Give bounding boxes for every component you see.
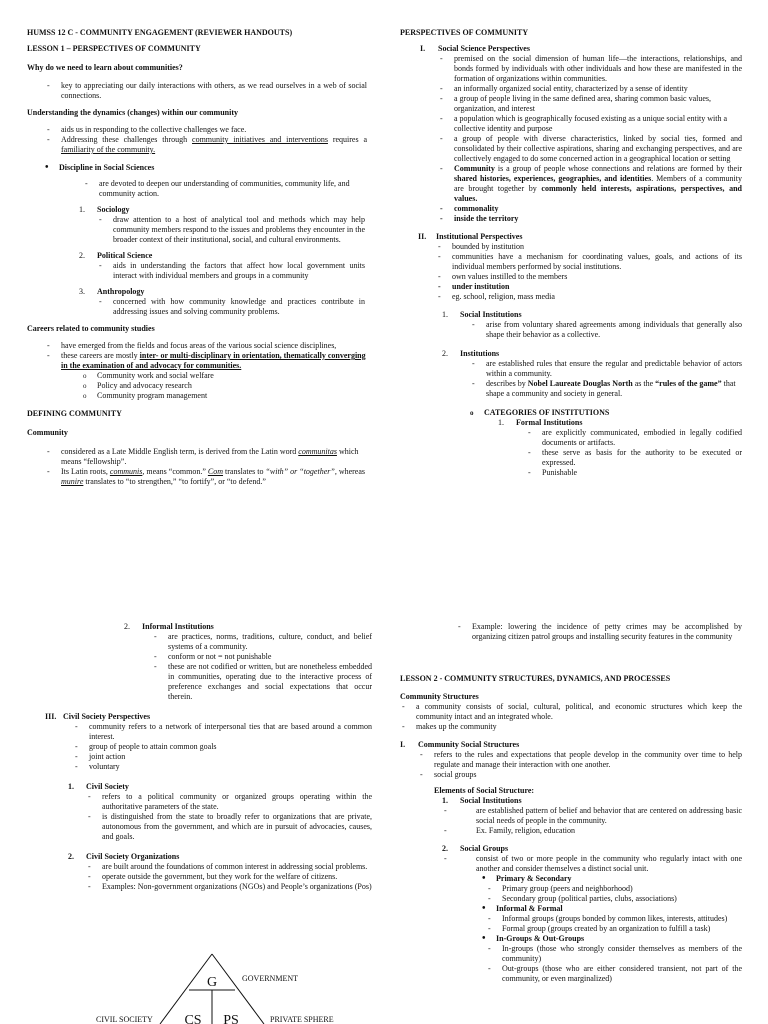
diagram-civil-society-label: CIVIL SOCIETY (96, 1015, 153, 1024)
diagram-private-sphere-label: PRIVATE SPHERE (270, 1015, 334, 1024)
formal-institutions-item: 1. Formal Institutions - are explicitly communicated, embodied in legally codified documents or artifacts. - these serve as basis for the authority to be executed or expressed. - Punishable (498, 418, 742, 478)
discipline-bullet: - are devoted to deepen our understanding of communities, community life, and community action. (83, 179, 379, 199)
perspectives-header: PERSPECTIVES OF COMMUNITY (400, 28, 529, 37)
career-option-3: o Community program management (83, 391, 367, 401)
diagram-cs: CS (184, 1013, 202, 1024)
community-social-structures: I. Community Social Structures - refers to the rules and expectations that people develop in the community over time to help regulate and manage their interaction with one another. - social groups (400, 740, 742, 780)
careers-heading: Careers related to community studies (27, 324, 155, 333)
defining-community-heading: DEFINING COMMUNITY (27, 409, 122, 418)
diagram-ps: PS (223, 1013, 239, 1024)
why-bullet: - key to appreciating our daily interactions with others, as we read ourselves in a web of social connections. (45, 81, 367, 101)
sociology-item: 1. Sociology - draw attention to a host of analytical tool and methods which may help community members respond to the issues and problems they encounter in the broader context of their institutional, social, and cultural environments. (79, 205, 367, 245)
diagram-g: G (206, 975, 218, 990)
social-institutions-item: 1. Social Institutions - arise from voluntary shared agreements among individuals that generally also shape their behavior as a collective. (442, 310, 742, 340)
informal-institutions-item: 2. Informal Institutions - are practices, norms, traditions, culture, conduct, and belief systems of a community. - conform or not = not punishable - these are not codified or written, but are nonetheless embedded in communities, operating due to the interactive process of preference exchanges and social expectations that occur therein. (124, 622, 372, 702)
why-heading: Why do we need to learn about communities? (27, 63, 183, 72)
example-bullet: - Example: lowering the incidence of petty crimes may be accomplished by organizing citizen patrol groups and installing security features in the community (456, 622, 742, 642)
community-bullet-2: - Its Latin roots, communis, means “common.” Com translates to “with” or “together”, whereas munire translates to “to strengthen,” “to fortify”, or “to defend.” (45, 467, 367, 487)
right-column-2 (400, 622, 742, 984)
handout-header: HUMSS 12 C - COMMUNITY ENGAGEMENT (REVIEWER HANDOUTS) (27, 28, 293, 37)
element-social-institutions: 1. Social Institutions - are established pattern of belief and behavior that are centered on addressing basic social needs of people in the community. - Ex. Family, religion, education (442, 796, 742, 836)
right-column (400, 28, 742, 478)
careers-bullet-2: - these careers are mostly inter- or multi-disciplinary in orientation, thematically converging in the examination of and advocacy for communities. (45, 351, 367, 371)
structures-bullet-1: - a community consists of social, cultural, political, and economic structures which keep the community intact and an integrated whole. (400, 702, 742, 722)
civil-society-organizations-item: 2. Civil Society Organizations - are built around the foundations of common interest in addressing social problems. - operate outside the government, but they work for the welfare of citizens. - Examples: Non-government organizations (NGOs) and People’s organizations (Pos) (68, 852, 372, 892)
lesson-2-title: LESSON 2 - COMMUNITY STRUCTURES, DYNAMICS, AND PROCESSES (400, 674, 671, 683)
left-column-2 (27, 622, 372, 892)
institutional-perspectives: II. Institutional Perspectives - bounded by institution - communities have a mechanism for coordinating values, goals, and actions of its individual members performed by social institutions. - own values instilled to the members - under institution - eg. school, religion, mass media (418, 232, 742, 302)
sectors-diagram (90, 952, 370, 1024)
understanding-bullet-1: - aids us in responding to the collective challenges we face. (45, 125, 367, 135)
social-science-perspectives: I. Social Science Perspectives - premised on the social dimension of human life—the interactions, relationships, and bonds formed by individuals with other individuals and how these are manifested in the formation of organizations within communities. - an informally organized social entity, characterized by a sense of identity - a group of people living in the same defined area, sharing common basic values, organization, and interest - a population which is geographically focused existing as a unique social entity with a collective identity and purpose - a group of people with diverse characteristics, linked by social ties, formed and consolidated by their collective aspirations, sharing and exchanging perspectives, and are collectively engaged to do some concerned action in a geographical location or setting - Community is a group of people whose connections and relations are formed by their shared histories, experiences, geographies, and identities. Members of a community are brought together by commonly held interests, aspirations, perspectives, and values. - commonality - inside the territory (420, 44, 742, 224)
discipline-heading: • Discipline in Social Sciences (45, 163, 367, 173)
careers-bullet-1: - have emerged from the fields and focus areas of the various social science disciplines, (45, 341, 367, 351)
community-heading: Community (27, 428, 68, 437)
understanding-bullet-2: - Addressing these challenges through community initiatives and interventions requires a familiarity of the community. (45, 135, 367, 155)
categories-heading: o CATEGORIES OF INSTITUTIONS (470, 408, 742, 418)
lesson-1-title: LESSON 1 – PERSPECTIVES OF COMMUNITY (27, 44, 201, 53)
structures-bullet-2: - makes up the community (400, 722, 742, 732)
left-column (27, 28, 367, 487)
understanding-heading: Understanding the dynamics (changes) within our community (27, 108, 238, 117)
community-structures-heading: Community Structures (400, 692, 479, 701)
diagram-government-label: GOVERNMENT (242, 974, 298, 983)
community-bullet-1: - considered as a Late Middle English term, is derived from the Latin word communitas which means “fellowship”. (45, 447, 367, 467)
element-social-groups: 2. Social Groups - consist of two or more people in the community who regularly intact with one another and consider themselves a distinct social unit. • Primary & Secondary - Primary group (peers and neighborhood) - Secondary group (political parties, clubs, associations) • Informal & Formal - Informal groups (groups bonded by common likes, interests, attitudes) - Formal group (groups created by an organization to fulfill a task) • In-Groups & Out-Groups - In-groups (those who strongly consider themselves as members of the community) - Out-groups (those who are either considered transient, not part of the community, or even marginalized) (442, 844, 742, 984)
handout-page-2 (0, 600, 768, 1024)
institutions-item: 2. Institutions - are established rules that ensure the regular and predictable behavior of actors within a community. - describes by Nobel Laureate Douglas North as the “rules of the game” that shape a community and society in general. (442, 349, 742, 399)
career-option-2: o Policy and advocacy research (83, 381, 367, 391)
elements-heading: Elements of Social Structure: (434, 786, 535, 795)
anthropology-item: 3. Anthropology - concerned with how community knowledge and practices contribute in addressing issues and solving community problems. (79, 287, 367, 317)
career-option-1: o Community work and social welfare (83, 371, 367, 381)
political-science-item: 2. Political Science - aids in understanding the factors that affect how local government units interact with individual members and groups in a community (79, 251, 367, 281)
civil-society-perspectives: III. Civil Society Perspectives - community refers to a network of interpersonal ties that are based around a common interest. - group of people to attain common goals - joint action - voluntary (45, 712, 372, 772)
civil-society-item: 1. Civil Society - refers to a political community or organized groups operating within the authoritative parameters of the state. - is distinguished from the state to broadly refer to organizations that are private, autonomous from the government, and which are in pursuit of advocacies, causes, and goals. (68, 782, 372, 842)
